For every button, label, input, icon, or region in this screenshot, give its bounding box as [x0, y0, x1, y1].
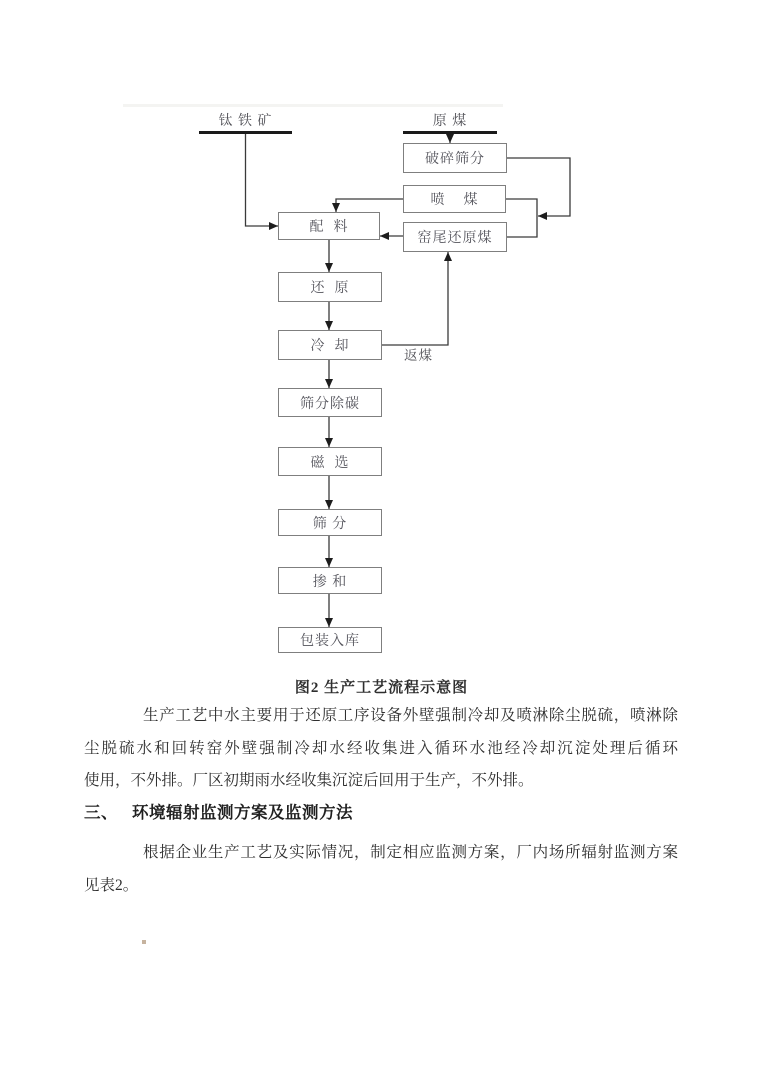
paragraph-line: 使用，不外排。厂区初期雨水经收集沉淀后回用于生产，不外排。: [84, 772, 534, 789]
flow-node-crushing-screening: 破碎筛分: [403, 143, 507, 173]
flow-node-packing-storage: 包装入库: [278, 627, 382, 653]
flow-node-kiln-tail-reduction-coal: 窑尾还原煤: [403, 222, 507, 252]
stray-mark: [142, 940, 146, 944]
paragraph-line: 尘脱硫水和回转窑外壁强制冷却水经收集进入循环水池经冷却沉淀处理后循环: [84, 739, 678, 757]
source-label-titanium-ore: 钛 铁 矿: [199, 110, 292, 134]
section-heading-3: [84, 801, 678, 825]
section-heading-title: 环境辐射监测方案及监测方法: [132, 803, 353, 822]
paragraph-line: 生产工艺中水主要用于还原工序设备外壁强制冷却及喷淋除尘脱硫，喷淋除: [143, 707, 678, 724]
paragraph-water-use: [84, 700, 678, 798]
flow-node-screening: 筛 分: [278, 509, 382, 536]
paragraph-monitoring-plan: [84, 837, 678, 902]
section-heading-number: 三、: [84, 803, 118, 822]
flow-node-screening-decarbonization: 筛分除碳: [278, 388, 382, 417]
figure-caption: 图2 生产工艺流程示意图: [294, 680, 469, 696]
flow-node-batching: 配 料: [278, 212, 380, 240]
flow-node-magnetic-separation: 磁 选: [278, 447, 382, 476]
flow-node-reduction: 还 原: [278, 272, 382, 302]
source-label-raw-coal: 原 煤: [403, 110, 497, 134]
edge-label-return-coal: 返煤: [404, 348, 433, 363]
flow-node-coal-injection: 喷 煤: [403, 185, 506, 213]
flow-node-blending: 掺 和: [278, 567, 382, 594]
paragraph-line: 见表2。: [84, 876, 139, 894]
paragraph-line: 根据企业生产工艺及实际情况，制定相应监测方案，厂内场所辐射监测方案: [143, 844, 678, 861]
flow-node-cooling: 冷 却: [278, 330, 382, 360]
